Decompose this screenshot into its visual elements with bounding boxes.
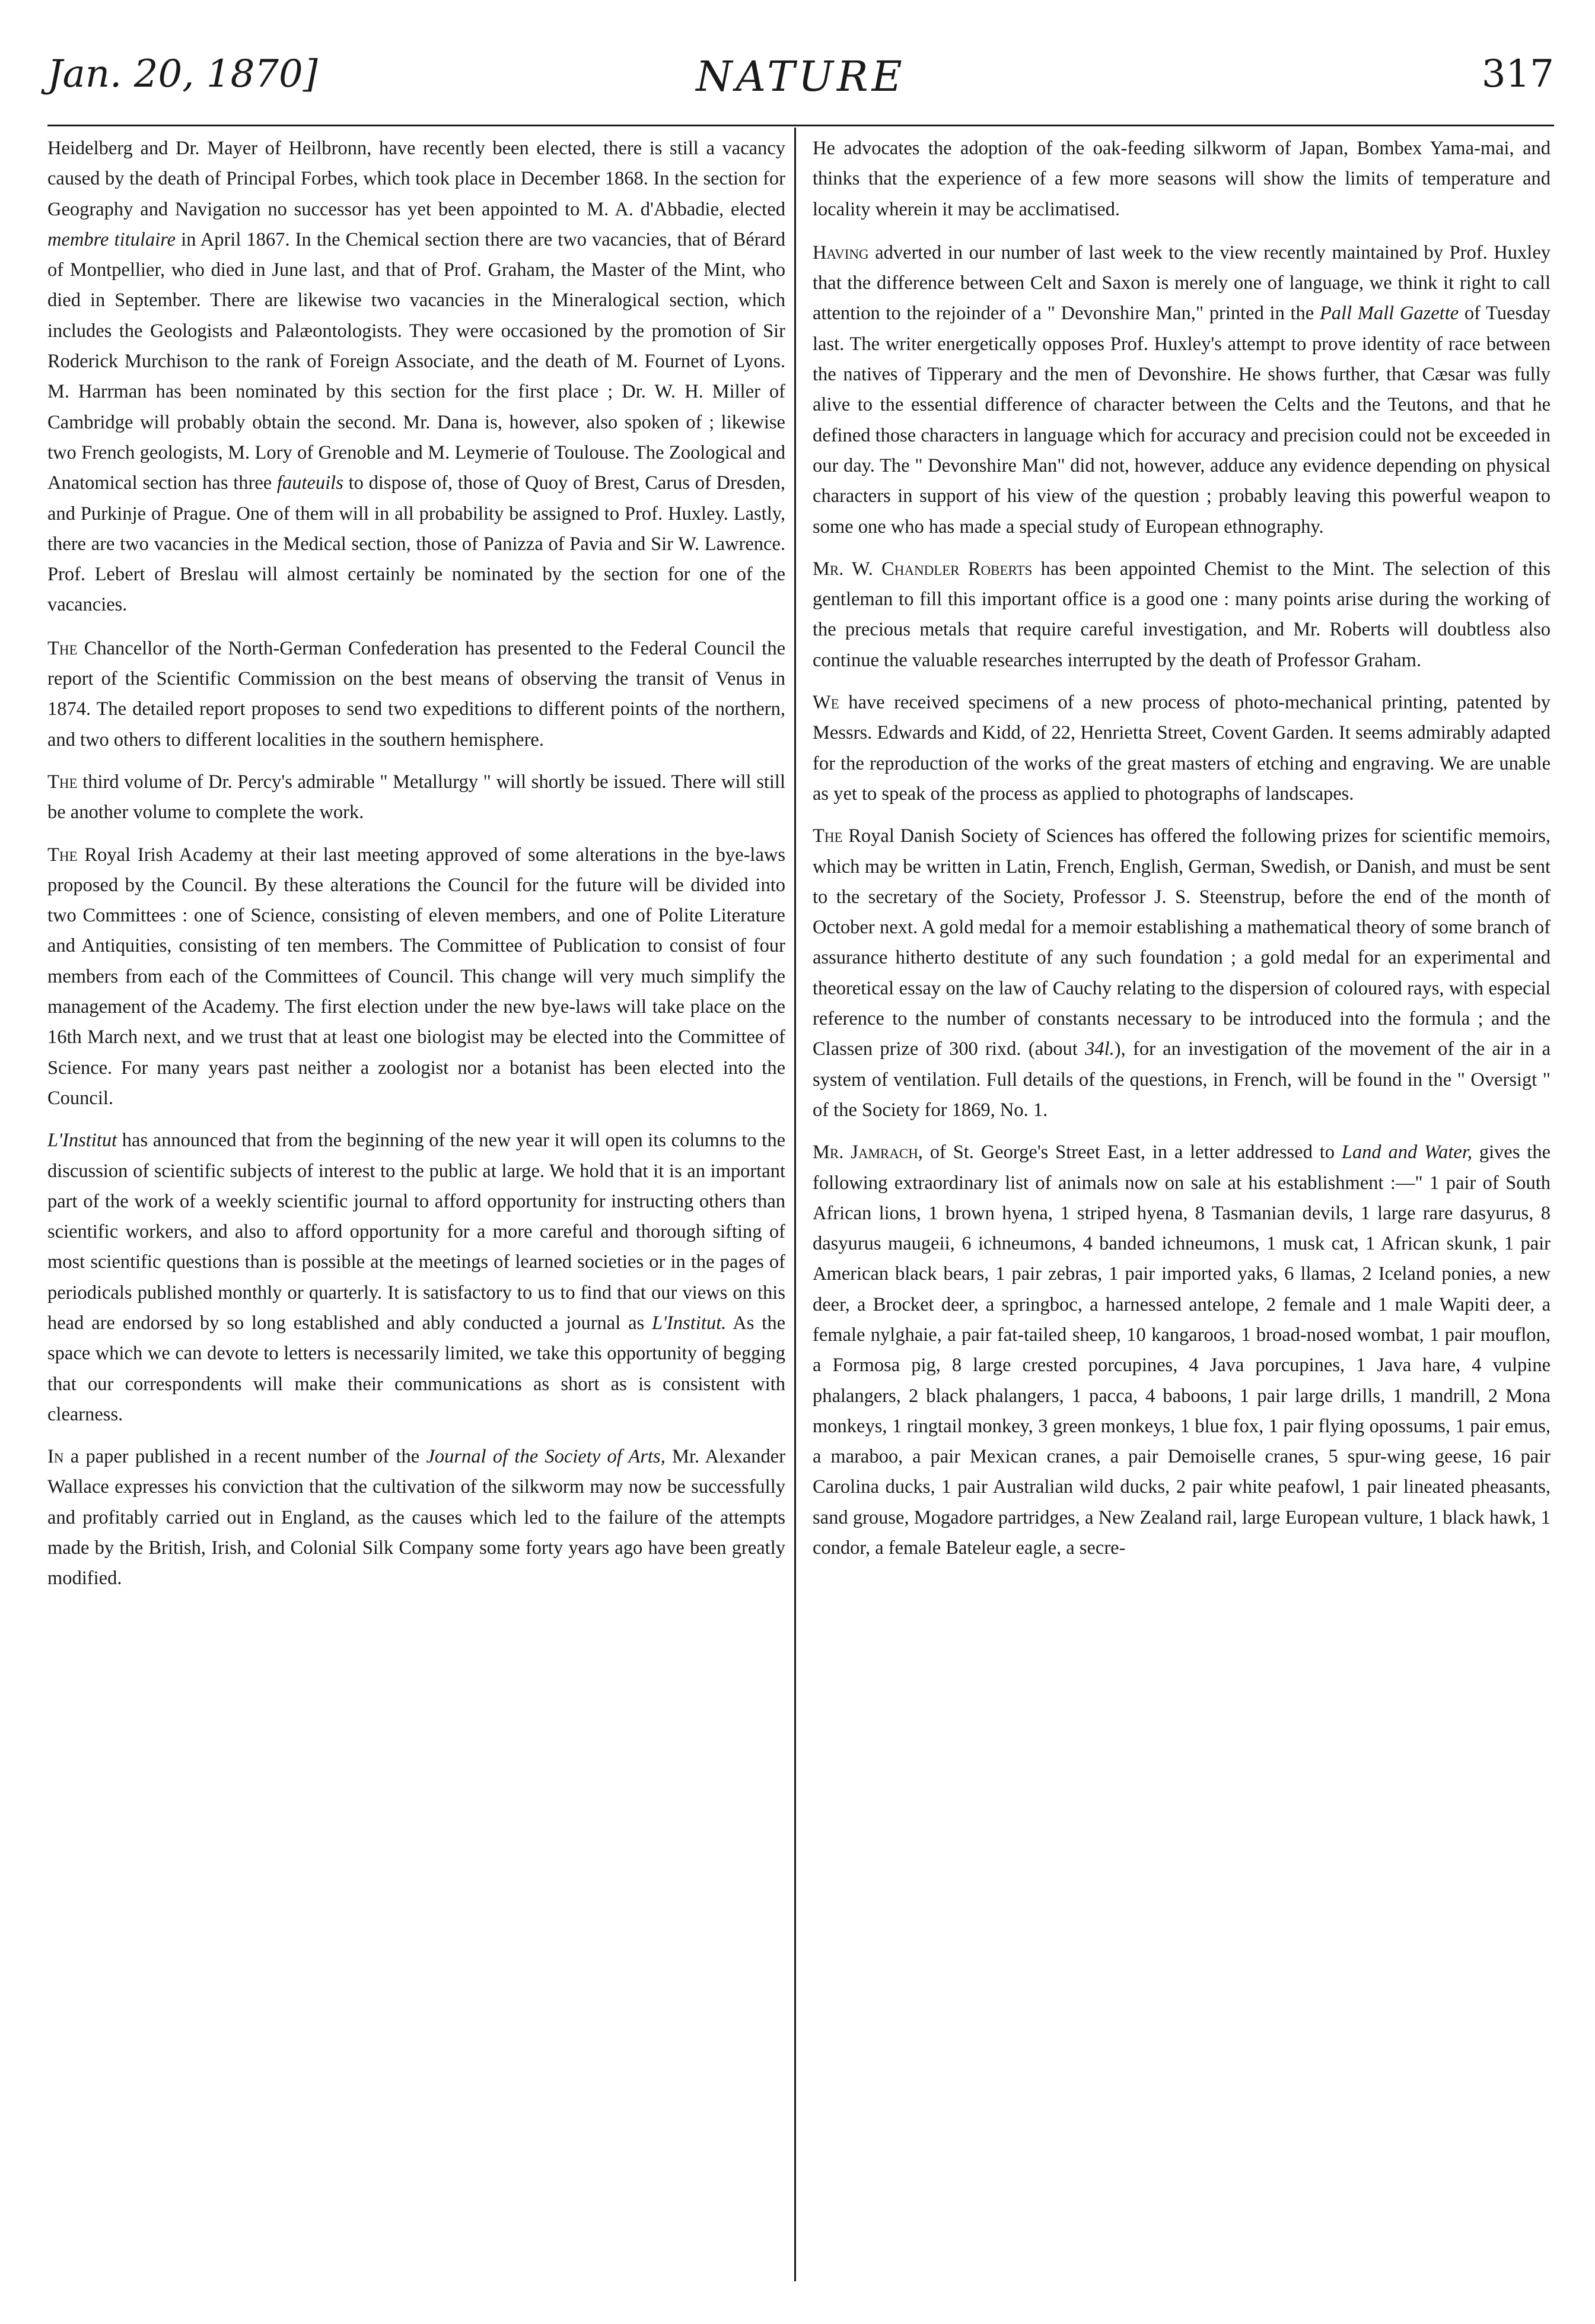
paragraph-chemist-mint: Mr. W. Chandler Roberts has been appointed Chemist to the Mint. The selection of this gentleman to fill this important office is a good one : many points arise during the working of the precious metals that require careful investigation, and Mr. Roberts will doubtless also continue the valuable researches interrupted by the death of Professor Graham. — [813, 558, 1551, 671]
paragraph-celt-saxon: Having adverted in our number of last week to the view recently maintained by Prof. Huxley that the difference between Celt and Saxon is merely one of language, we think it right to call attention to the rejoinder of a " Devonshire Man," printed in the Pall Mall Gazette of Tuesday last. The writer energetically opposes Prof. Huxley's attempt to prove identity of race between the natives of Tipperary and the men of Devonshire. He shows further, that Cæsar was fully alive to the essential difference of character between the Celts and the Teutons, and that he defined those characters in language which for accuracy and precision could not be exceeded in our day. The " Devonshire Man" did not, however, adduce any evidence depending on physical characters in support of his view of the question ; probably leaving this powerful weapon to some one who has made a special study of European ethnography. — [813, 241, 1551, 538]
paragraph-jamrach: Mr. Jamrach, of St. George's Street East, in a letter addressed to Land and Water, gives the following extraordinary list of animals now on sale at his establishment :—" 1 pair of South African lions, 1 brown hyena, 1 striped hyena, 8 Tasmanian devils, 1 large rare dasyurus, 8 dasyurus maugeii, 6 ichneumons, 4 banded ichneumons, 1 musk cat, 1 African skunk, 1 pair American black bears, 1 pair zebras, 1 pair imported yaks, 6 llamas, 2 Iceland ponies, a new deer, a Brocket deer, a springboc, a harnessed antelope, 2 female and 1 male Wapiti deer, a female nylghaie, a pair fat-tailed sheep, 10 kangaroos, 1 broad-nosed wombat, 1 pair mouflon, a Formosa pig, 8 large crested porcupines, 4 Java porcupines, 1 Java hare, 4 vulpine phalangers, 2 black phalangers, 1 pacca, 4 baboons, 1 pair large drills, 1 mandrill, 2 Mona monkeys, 1 ringtail monkey, 3 green monkeys, 1 blue fox, 1 pair flying opossums, 1 pair emus, a maraboo, a pair Mexican cranes, a pair Demoiselle cranes, 5 spur-wing geese, 16 pair Carolina ducks, 1 pair Australian wild ducks, 2 pair white peafowl, 1 pair lineated pheasants, sand grouse, Mogadore partridges, a New Zealand rail, large European vulture, 1 black hawk, 1 condor, a female Bateleur eagle, a secre- — [813, 1142, 1551, 1559]
left-column — [47, 133, 785, 1606]
right-column — [813, 133, 1551, 1575]
paragraph-silkworm-cont: He advocates the adoption of the oak-feeding silkworm of Japan, Bombex Yama-mai, and thinks that the experience of a few more seasons will show the limits of temperature and locality wherein it may be acclimatised. — [813, 138, 1551, 220]
column-divider — [794, 128, 796, 2281]
paragraph-academy-vacancies: Heidelberg and Dr. Mayer of Heilbronn, have recently been elected, there is still a vacancy caused by the death of Principal Forbes, which took place in December 1868. In the section for Geography and Navigation no successor has yet been appointed to M. A. d'Abbadie, elected membre titulaire in April 1867. In the Chemical section there are two vacancies, that of Bérard of Montpellier, who died in June last, and that of Prof. Graham, the Master of the Mint, who died in September. There are likewise two vacancies in the Mineralogical section, which includes the Geologists and Palæontologists. They were occasioned by the promotion of Sir Roderick Murchison to the rank of Foreign Associate, and the death of M. Fournet of Lyons. M. Harrman has been nominated by this section for the first place ; Dr. W. H. Miller of Cambridge will probably obtain the second. Mr. Dana is, however, also spoken of ; likewise two French geologists, M. Lory of Grenoble and M. Leymerie of Toulouse. The Zoological and Anatomical section has three fauteuils to dispose of, those of Quoy of Brest, Carus of Dresden, and Purkinje of Prague. One of them will in all probability be assigned to Prof. Huxley. Lastly, there are two vacancies in the Medical section, those of Panizza of Pavia and Sir W. Lawrence. Prof. Lebert of Breslau will almost certainly be nominated by the section for one of the vacancies. — [47, 138, 786, 616]
paragraph-photo-printing: We have received specimens of a new process of photo-mechanical printing, patented by Messrs. Edwards and Kidd, of 22, Henrietta Street, Covent Garden. It seems admirably adapted for the reproduction of the works of the great masters of etching and engraving. We are unable as yet to speak of the process as applied to photographs of landscapes. — [813, 692, 1551, 805]
paragraph-linstitut: L'Institut has announced that from the beginning of the new year it will open its columns to the discussion of scientific subjects of interest to the public at large. We hold that it is an important part of the work of a weekly scientific journal to afford opportunity for instructing others than scientific workers, and also to afford opportunity for a more careful and thorough sifting of most scientific questions than is possible at the meetings of learned societies or in the pages of periodicals published monthly or quarterly. It is satisfactory to us to find that our views on this head are endorsed by so long established and ably conducted a journal as L'Institut. As the space which we can devote to letters is necessarily limited, we take this opportunity of begging that our correspondents will make their communications as short as is consistent with clearness. — [47, 1130, 786, 1425]
page-header — [47, 52, 1554, 117]
paragraph-transit-of-venus: The Chancellor of the North-German Confederation has presented to the Federal Council the report of the Scientific Commission on the best means of observing the transit of Venus in 1874. The detailed report proposes to send two expeditions to different points of the northern, and two others to different localities in the southern hemisphere. — [47, 637, 785, 751]
journal-title: NATURE — [696, 52, 906, 101]
issue-date: Jan. 20, 1870] — [47, 52, 318, 96]
paragraph-metallurgy: The third volume of Dr. Percy's admirable " Metallurgy " will shortly be issued. There will still be another volume to complete the work. — [47, 771, 785, 824]
paragraph-royal-irish-academy: The Royal Irish Academy at their last meeting approved of some alterations in the bye-laws proposed by the Council. By these alterations the Council for the future will be divided into two Committees : one of Science, consisting of eleven members, and one of Polite Literature and Antiquities, consisting of ten members. The Committee of Publication to consist of four members from each of the Committees of Council. This change will very much simplify the management of the Academy. The first election under the new bye-laws will take place on the 16th March next, and we trust that at least one biologist may be elected into the Committee of Science. For many years past neither a zoologist nor a botanist has been elected into the Council. — [47, 844, 785, 1109]
paragraph-silkworm: In a paper published in a recent number of the Journal of the Society of Arts, Mr. Alexander Wallace expresses his conviction that the cultivation of the silkworm may now be successfully and profitably carried out in England, as the causes which led to the failure of the attempts made by the British, Irish, and Colonial Silk Company some forty years ago have been greatly modified. — [47, 1446, 786, 1589]
paragraph-danish-society: The Royal Danish Society of Sciences has offered the following prizes for scientific memoirs, which may be written in Latin, French, English, German, Swedish, or Danish, and must be sent to the secretary of the Society, Professor J. S. Steenstrup, before the end of the month of October next. A gold medal for a memoir establishing a mathematical theory of some branch of assurance hitherto destitute of any such foundation ; a gold medal for an experimental and theoretical essay on the law of Cauchy relating to the dispersion of coloured rays, with especial reference to the number of constants necessary to be introduced into the formula ; and the Classen prize of 300 rixd. (about 34l.), for an investigation of the movement of the air in a system of ventilation. Full details of the questions, in French, will be found in the " Oversigt " of the Society for 1869, No. 1. — [813, 825, 1551, 1121]
header-rule — [47, 125, 1554, 126]
page-number: 317 — [1481, 52, 1554, 96]
